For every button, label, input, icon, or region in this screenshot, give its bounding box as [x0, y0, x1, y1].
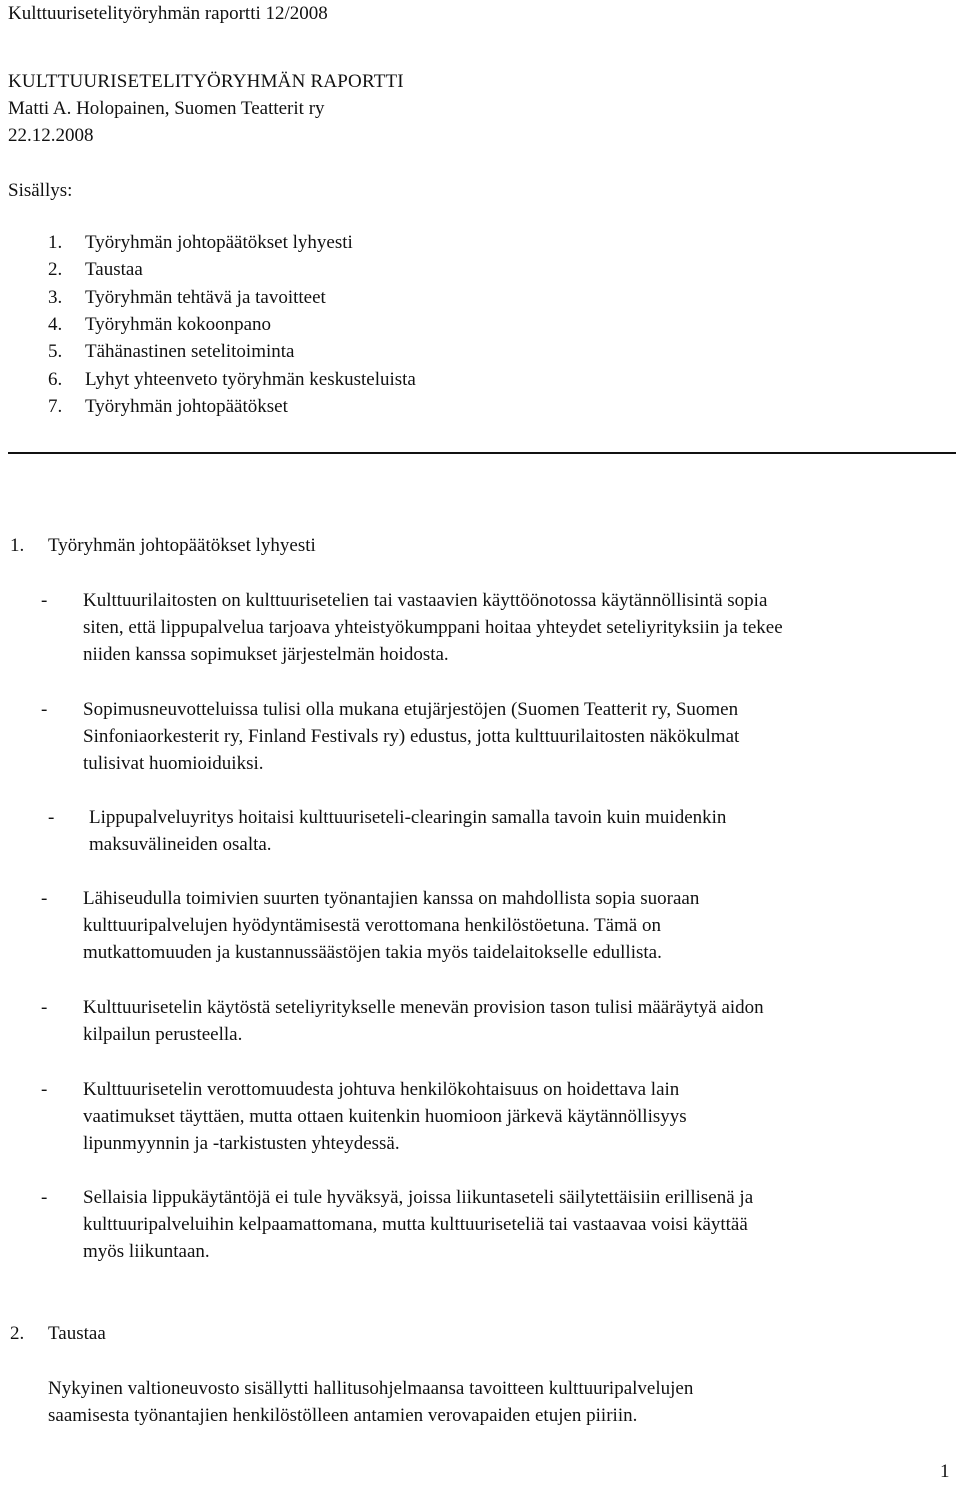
section-1-heading — [10, 532, 316, 560]
text-line: vaatimukset täyttäen, mutta ottaen kuitenkin huomioon järkevä käytännöllisyys — [83, 1106, 687, 1127]
toc-item-number: 6. — [48, 368, 63, 390]
toc-item-number: 3. — [48, 286, 63, 308]
text-line: maksuvälineiden osalta. — [89, 834, 272, 855]
dash-marker: - — [41, 1079, 48, 1100]
toc-item-number: 7. — [48, 395, 63, 417]
document-title: KULTTUURISETELITYÖRYHMÄN RAPORTTI — [8, 71, 404, 92]
toc-item-number: 2. — [48, 259, 63, 281]
toc-item-label: Työryhmän johtopäätökset — [85, 395, 288, 417]
conclusion-text — [83, 994, 943, 1048]
dash-marker: - — [41, 699, 48, 720]
conclusion-text — [83, 1076, 943, 1157]
section-2-heading — [10, 1320, 106, 1348]
text-line: kulttuuripalvelujen hyödyntämisestä verottomana henkilöstöetuna. Tämä on — [83, 915, 661, 936]
text-line: Sopimusneuvotteluissa tulisi olla mukana etujärjestöjen (Suomen Teatterit ry, Suomen — [83, 699, 739, 720]
toc-item-label: Taustaa — [85, 259, 143, 281]
text-line: siten, että lippupalvelua tarjoava yhteistyökumppani hoitaa yhteydet seteliyrityksiin ja tekee — [83, 617, 783, 638]
toc-item-number: 1. — [48, 232, 63, 253]
text-line: Nykyinen valtioneuvosto sisällytti hallitusohjelmaansa tavoitteen kulttuuripalvelujen — [48, 1378, 694, 1399]
text-line: myös liikuntaan. — [83, 1241, 210, 1262]
text-line: Lippupalveluyritys hoitaisi kulttuuriseteli-clearingin samalla tavoin kuin muidenkin — [89, 807, 727, 828]
toc-item-number: 4. — [48, 313, 63, 335]
text-line: saamisesta työnantajien henkilöstölleen antamien verovapaiden etujen piiriin. — [48, 1405, 638, 1426]
date: 22.12.2008 — [8, 125, 94, 146]
text-line: tulisivat huomioiduiksi. — [83, 753, 264, 774]
dash-marker: - — [41, 888, 48, 909]
toc-item-label: Tähänastinen setelitoiminta — [85, 341, 295, 363]
text-line: kulttuuripalveluihin kelpaamattomana, mutta kulttuuriseteliä tai vastaavaa voisi käyttää — [83, 1214, 748, 1235]
page-number: 1 — [940, 1461, 950, 1482]
text-line: mutkattomuuden ja kustannussäästöjen takia myös taidelaitokselle edullista. — [83, 942, 662, 963]
text-line: kilpailun perusteella. — [83, 1024, 243, 1045]
text-line: Sinfoniaorkesterit ry, Finland Festivals ry) edustus, jotta kulttuurilaitosten näkökulmat — [83, 726, 740, 747]
background-paragraph — [48, 1375, 693, 1429]
running-title: Kulttuurisetelityöryhmän raportti 12/2008 — [8, 3, 328, 24]
conclusion-text — [83, 587, 943, 668]
toc-item-label: Työryhmän tehtävä ja tavoitteet — [85, 286, 326, 308]
author: Matti A. Holopainen, Suomen Teatterit ry — [8, 98, 325, 119]
text-line: niiden kanssa sopimukset järjestelmän hoidosta. — [83, 644, 449, 665]
conclusion-text — [83, 885, 943, 966]
dash-marker: - — [41, 997, 48, 1018]
toc-item-label: Työryhmän johtopäätökset lyhyesti — [85, 232, 353, 253]
text-line: Kulttuurilaitosten on kulttuurisetelien tai vastaavien käyttöönotossa käytännöllisintä sopia — [83, 590, 768, 611]
dash-marker: - — [48, 807, 55, 828]
text-line: lipunmyynnin ja -tarkistusten yhteydessä. — [83, 1133, 400, 1154]
conclusion-text — [83, 696, 943, 777]
dash-marker: - — [41, 1187, 48, 1208]
text-line: Lähiseudulla toimivien suurten työnantajien kanssa on mahdollista sopia suoraan — [83, 888, 700, 909]
section-title: Taustaa — [48, 1323, 106, 1344]
section-number: 1. — [10, 535, 25, 556]
text-line: Kulttuurisetelin käytöstä seteliyritykselle menevän provision tason tulisi määräytyä aidon — [83, 997, 764, 1018]
toc-heading: Sisällys: — [8, 180, 73, 201]
section-number: 2. — [10, 1323, 25, 1344]
conclusion-text — [89, 804, 949, 858]
text-line: Sellaisia lippukäytäntöjä ei tule hyväksyä, joissa liikuntaseteli säilytettäisiin erillisenä ja — [83, 1187, 754, 1208]
conclusion-text — [83, 1184, 943, 1265]
divider — [8, 452, 956, 454]
section-title: Työryhmän johtopäätökset lyhyesti — [48, 535, 316, 556]
toc-item-number: 5. — [48, 341, 63, 363]
dash-marker: - — [41, 590, 48, 611]
toc-item-label: Työryhmän kokoonpano — [85, 313, 272, 335]
toc-item-label: Lyhyt yhteenveto työryhmän keskusteluista — [85, 368, 416, 390]
text-line: Kulttuurisetelin verottomuudesta johtuva henkilökohtaisuus on hoidettava lain — [83, 1079, 680, 1100]
